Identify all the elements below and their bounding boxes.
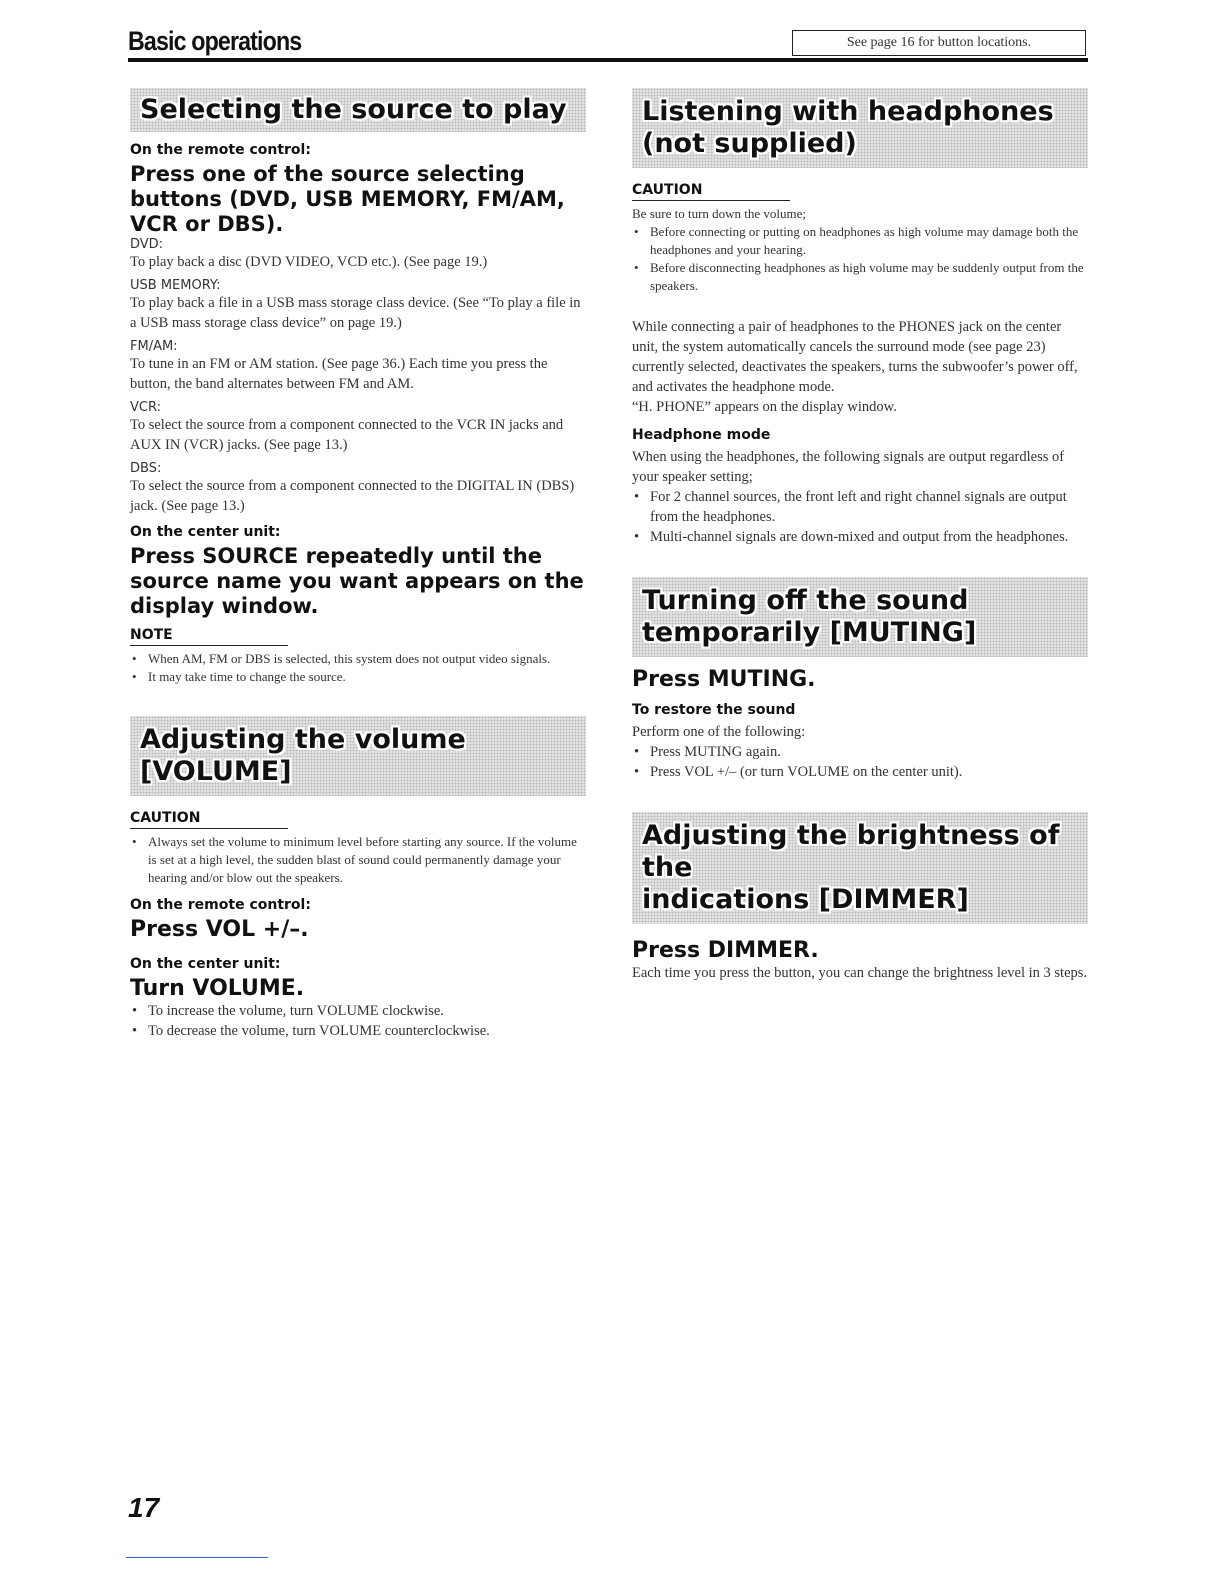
restore-bullet: • Press VOL +/– (or turn VOLUME on the center unit). [632,762,1088,782]
source-item-name: FM/AM: [130,339,178,354]
source-section-title: Selecting the source to play [140,94,567,125]
source-item-text: To tune in an FM or AM station. (See page 36.) Each time you press the button, the band alternates between FM and AM. [130,356,548,392]
right-column [632,88,1088,983]
volume-center-instruction: Turn VOLUME. [130,976,305,1001]
restore-label: To restore the sound [632,702,796,718]
headphones-title-line2: (not supplied) [642,128,857,159]
muting-section-banner [632,577,1088,657]
headphones-body-display: “H. PHONE” appears on the display window. [632,399,897,415]
header-rule [128,58,1088,62]
caution-item: • Before connecting or putting on headphones as high volume may damage both the headphones and your hearing. [632,223,1088,259]
dimmer-title-line1: Adjusting the brightness of the [642,820,1060,883]
volume-section-banner [130,716,586,796]
mode-bullet: • For 2 channel sources, the front left and right channel signals are output from the headphones. [632,487,1088,527]
dimmer-text: Each time you press the button, you can change the brightness level in 3 steps. [632,965,1088,981]
caution-item: • Always set the volume to minimum level before starting any source. If the volume is set at a high level, the sudden blast of sound could permanently damage your hearing and/or blow out the speakers. [130,833,586,887]
mode-bullet: • Multi-channel signals are down-mixed and output from the headphones. [632,527,1088,547]
source-item-name: USB MEMORY: [130,278,221,293]
volume-bullets [130,1001,586,1041]
source-center-instruction: Press SOURCE repeatedly until the source name you want appears on the display window. [130,544,584,618]
center-label: On the center unit: [130,524,281,540]
headphones-caution-label: CAUTION [632,182,790,201]
restore-bullet: • Press MUTING again. [632,742,1088,762]
headphones-title-line1: Listening with headphones [642,96,1054,127]
note-item: • It may take time to change the source. [130,668,586,686]
headphones-body: While connecting a pair of headphones to the PHONES jack on the center unit, the system automatically cancels the surround mode (see page 23) currently selected, deactivates the speakers, turns the subwoofer’s power off, and activates the headphone mode. [632,319,1078,395]
source-item-text: To play back a file in a USB mass storage class device. (See “To play a file in a USB mass storage class device” on page 19.) [130,295,581,331]
headphone-mode-label: Headphone mode [632,427,771,443]
source-item-usb [130,278,586,333]
volume-bullet: • To decrease the volume, turn VOLUME counterclockwise. [130,1021,586,1041]
volume-bullet: • To increase the volume, turn VOLUME clockwise. [130,1001,586,1021]
source-item-name: VCR: [130,400,161,415]
volume-caution [130,833,586,887]
volume-caution-label: CAUTION [130,810,288,829]
headphone-mode-bullets [632,487,1088,547]
page-number: 17 [128,1492,160,1523]
dimmer-title-line2: indications [DIMMER] [642,884,969,915]
button-locations-note: See page 16 for button locations. [792,30,1086,56]
headphones-caution-intro: Be sure to turn down the volume; [632,206,807,221]
section-title: Basic operations [128,26,302,56]
source-item-text: To play back a disc (DVD VIDEO, VCD etc.). (See page 19.) [130,254,488,270]
restore-intro: Perform one of the following: [632,724,806,740]
source-remote-instruction: Press one of the source selecting buttons (DVD, USB MEMORY, FM/AM, VCR or DBS). [130,162,565,236]
footer-rule [126,1557,268,1558]
caution-item: • Before disconnecting headphones as high volume may be suddenly output from the speakers. [632,259,1088,295]
dimmer-instruction: Press DIMMER. [632,938,819,963]
restore-bullets [632,742,1088,782]
volume-section-title-line1: Adjusting the volume [140,724,466,755]
headphones-caution-bullets [632,223,1088,295]
muting-title-line2: temporarily [MUTING] [642,617,977,648]
remote-label: On the remote control: [130,897,311,913]
source-item-text: To select the source from a component connected to the VCR IN jacks and AUX IN (VCR) jacks. (See page 13.) [130,417,564,453]
muting-instruction: Press MUTING. [632,667,816,692]
headphone-mode-text: When using the headphones, the following signals are output regardless of your speaker setting; [632,449,1065,485]
muting-title-line1: Turning off the sound [642,585,969,616]
source-notes [130,650,586,686]
source-item-name: DVD: [130,237,164,252]
left-column [130,88,586,1041]
note-label: NOTE [130,627,288,646]
source-section-banner [130,88,586,132]
volume-section-title-line2: [VOLUME] [140,756,292,787]
source-item-dvd [130,237,586,272]
remote-label: On the remote control: [130,142,311,158]
source-item-text: To select the source from a component connected to the DIGITAL IN (DBS) jack. (See page 13.) [130,478,575,514]
source-item-dbs [130,461,586,516]
source-item-vcr [130,400,586,455]
dimmer-section-banner [632,812,1088,924]
note-item: • When AM, FM or DBS is selected, this system does not output video signals. [130,650,586,668]
source-item-fmam [130,339,586,394]
source-item-name: DBS: [130,461,162,476]
volume-remote-instruction: Press VOL +/–. [130,917,309,942]
center-label: On the center unit: [130,956,281,972]
headphones-section-banner [632,88,1088,168]
